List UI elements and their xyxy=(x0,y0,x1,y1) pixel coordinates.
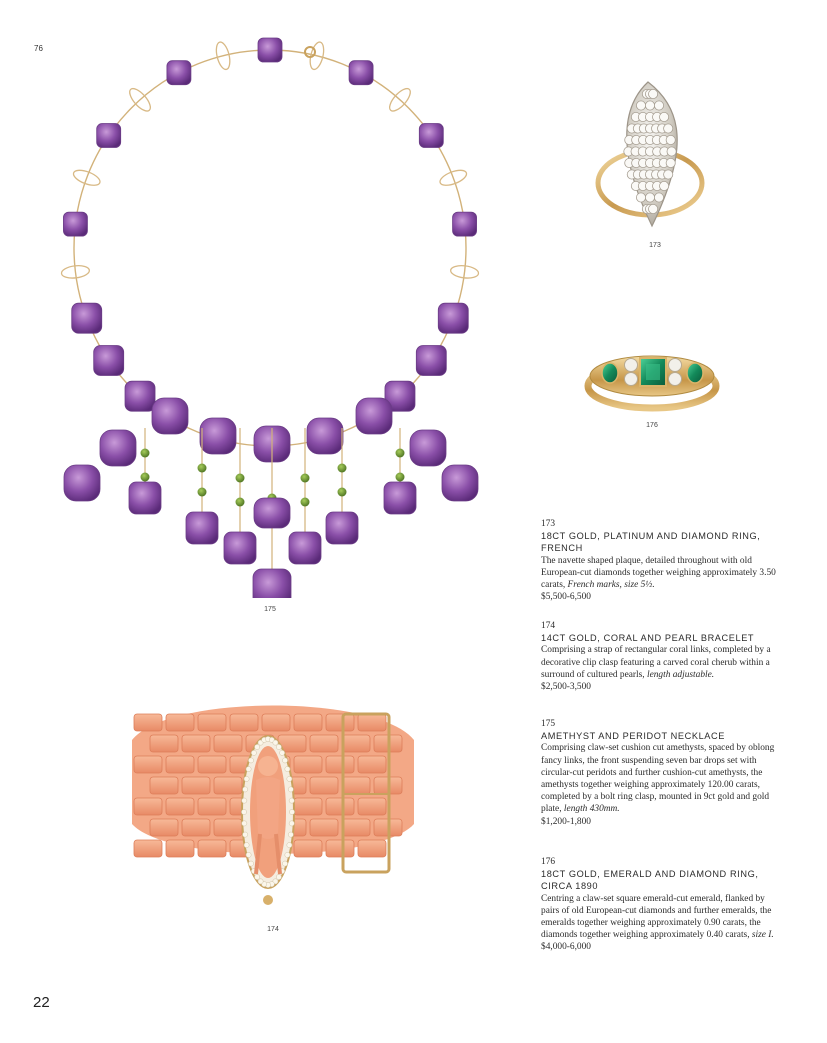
lot-estimate: $2,500-3,500 xyxy=(541,682,591,693)
amethyst-stone xyxy=(289,532,321,564)
coral-link xyxy=(134,714,162,731)
peridot-stone xyxy=(198,488,207,497)
corner-number: 76 xyxy=(34,44,43,53)
coral-link xyxy=(358,798,386,815)
coral-link xyxy=(310,735,338,752)
lot-description: Comprising a strap of rectangular coral links, completed by a decorative clip clasp featuring a carved coral cherub within a surround of cultured pearls, xyxy=(541,645,771,680)
coral-link xyxy=(310,819,338,836)
lot-description-italic: length adjustable. xyxy=(646,669,715,680)
amethyst-stone xyxy=(349,61,373,85)
pearl xyxy=(287,843,292,848)
coral-link xyxy=(326,714,354,731)
pearl xyxy=(288,832,293,837)
coral-link xyxy=(198,714,226,731)
pearl xyxy=(248,758,253,763)
coral-pearl-bracelet-illustration xyxy=(128,684,418,924)
pearl xyxy=(255,744,260,749)
coral-link xyxy=(166,840,194,857)
diamond-stone xyxy=(666,158,675,167)
peridot-stone xyxy=(236,474,245,483)
coral-link xyxy=(294,840,322,857)
pearl xyxy=(289,798,294,803)
pearl xyxy=(285,852,290,857)
pearl xyxy=(246,767,251,772)
coral-link xyxy=(230,714,258,731)
lot-173 xyxy=(541,518,781,603)
coral-link xyxy=(134,840,162,857)
pearl xyxy=(244,843,249,848)
amethyst-stone xyxy=(419,124,443,148)
coral-link xyxy=(214,735,242,752)
coral-link xyxy=(214,777,242,794)
pearl xyxy=(248,861,253,866)
lot-title: 14CT GOLD, CORAL AND PEARL BRACELET xyxy=(541,633,755,644)
amethyst-stone xyxy=(97,124,121,148)
lot-title: AMETHYST AND PERIDOT NECKLACE xyxy=(541,731,726,742)
pearl xyxy=(243,787,248,792)
amethyst-stone xyxy=(152,398,188,434)
amethyst-stone xyxy=(253,569,291,598)
lot-number: 173 xyxy=(541,519,556,529)
pearl xyxy=(244,776,249,781)
peridot-stone xyxy=(301,474,310,483)
amethyst-stone xyxy=(453,212,477,236)
lot-description: Centring a claw-set square emerald-cut emerald, flanked by pairs of old European-cut diamonds and further emeralds, the emeralds together weighing approximately 0.90 carats, the diamonds together weighing approximately 0.40 carats, xyxy=(541,893,772,941)
peridot-stone xyxy=(338,464,347,473)
coral-link xyxy=(166,756,194,773)
coral-link xyxy=(294,756,322,773)
diamond-stone xyxy=(645,101,654,110)
amethyst-stone xyxy=(384,482,416,514)
amethyst-stone xyxy=(64,465,100,501)
coral-link xyxy=(358,714,386,731)
coral-link xyxy=(166,798,194,815)
diamond-stone xyxy=(667,147,676,156)
pearl xyxy=(251,750,256,755)
lot-title: 18CT GOLD, PLATINUM AND DIAMOND RING, FRENCH xyxy=(541,531,761,554)
pearl xyxy=(287,776,292,781)
amethyst-stone xyxy=(258,38,282,62)
pearl xyxy=(273,740,278,745)
amethyst-stone xyxy=(94,345,124,375)
coral-link xyxy=(342,777,370,794)
marquise-diamond-ring-illustration xyxy=(590,78,720,238)
coral-link xyxy=(150,819,178,836)
coral-link xyxy=(166,714,194,731)
coral-link xyxy=(342,819,370,836)
coral-bracelet-image xyxy=(128,684,418,924)
lot-number: 174 xyxy=(541,621,556,631)
amethyst-stone xyxy=(307,418,343,454)
coral-link xyxy=(150,777,178,794)
necklace-image xyxy=(40,28,510,598)
lot-number: 176 xyxy=(541,857,556,867)
peridot-stone xyxy=(198,464,207,473)
amethyst-necklace-illustration xyxy=(40,28,510,598)
pearl xyxy=(241,809,246,814)
diamond-stone xyxy=(666,135,675,144)
lot-title: 18CT GOLD, EMERALD AND DIAMOND RING, CIRCA 1890 xyxy=(541,869,759,892)
coral-link xyxy=(150,735,178,752)
lot-description-italic: length 430mm. xyxy=(563,804,620,815)
marquise-ring-caption: 173 xyxy=(649,242,661,249)
lot-175 xyxy=(541,718,781,828)
diamond-stone xyxy=(660,112,669,121)
amethyst-stone xyxy=(410,430,446,466)
lot-description-italic: French marks, size 5½. xyxy=(567,580,655,591)
diamond-stone xyxy=(645,193,654,202)
lot-description-italic: size I. xyxy=(751,930,774,941)
peridot-stone xyxy=(396,473,405,482)
coral-link xyxy=(214,819,242,836)
amethyst-stone xyxy=(186,512,218,544)
lot-description: Comprising claw-set cushion cut amethysts, spaced by oblong fancy links, the front suspending seven bar drops set with circular-cut peridots and further cushion-cut amethysts, the amethysts together weighing approximately 120.00 carats, completed by a bolt ring clasp, mounted in 9ct gold and gold plate, xyxy=(541,743,775,815)
pearl xyxy=(289,821,294,826)
pearl xyxy=(282,861,287,866)
coral-link xyxy=(134,756,162,773)
diamond-stone xyxy=(636,193,645,202)
lot-estimate: $5,500-6,500 xyxy=(541,592,591,603)
pearl xyxy=(282,758,287,763)
peridot-stone xyxy=(301,498,310,507)
amethyst-stone xyxy=(72,303,102,333)
diamond-stone xyxy=(664,170,673,179)
coral-link xyxy=(182,819,210,836)
amethyst-stone xyxy=(63,212,87,236)
bracelet-caption: 174 xyxy=(267,926,279,933)
amethyst-stone xyxy=(416,345,446,375)
diamond-stone xyxy=(649,89,658,98)
pearl xyxy=(243,832,248,837)
amethyst-stone xyxy=(125,381,155,411)
emerald-diamond-ring-illustration xyxy=(582,340,722,420)
pearl xyxy=(255,874,260,879)
lot-description: The navette shaped plaque, detailed throughout with old European-cut diamonds together weighing approximately 3.50 carats, xyxy=(541,555,776,591)
amethyst-stone xyxy=(200,418,236,454)
coral-link xyxy=(198,798,226,815)
coral-link xyxy=(358,840,386,857)
amethyst-stone xyxy=(438,303,468,333)
amethyst-stone xyxy=(224,532,256,564)
diamond-stone xyxy=(649,204,658,213)
pearl xyxy=(288,787,293,792)
pearl xyxy=(289,809,294,814)
coral-link xyxy=(342,735,370,752)
coral-link xyxy=(358,756,386,773)
coral-link xyxy=(182,777,210,794)
pearl xyxy=(258,879,263,884)
diamond-stone xyxy=(654,193,663,202)
lot-176 xyxy=(541,856,781,954)
amethyst-stone xyxy=(100,430,136,466)
peridot-stone xyxy=(141,449,150,458)
coral-link xyxy=(198,756,226,773)
coral-link xyxy=(294,798,322,815)
amethyst-stone xyxy=(326,512,358,544)
peridot-stone xyxy=(236,498,245,507)
peridot-stone xyxy=(338,488,347,497)
coral-link xyxy=(326,798,354,815)
lot-estimate: $1,200-1,800 xyxy=(541,816,591,827)
pearl xyxy=(276,874,281,879)
pearl xyxy=(276,744,281,749)
coral-link xyxy=(262,714,290,731)
clasp xyxy=(305,47,315,57)
marquise-ring-image xyxy=(590,78,720,238)
emerald-ring-image xyxy=(582,340,722,420)
coral-link xyxy=(326,840,354,857)
pearl xyxy=(246,852,251,857)
peridot-stone xyxy=(141,473,150,482)
page-number: 22 xyxy=(33,994,50,1011)
coral-link xyxy=(198,840,226,857)
necklace-caption: 175 xyxy=(264,606,276,613)
lot-174 xyxy=(541,620,781,693)
coral-link xyxy=(326,756,354,773)
diamond-stone xyxy=(664,124,673,133)
emerald-ring-caption: 176 xyxy=(646,422,658,429)
amethyst-stone xyxy=(254,498,290,528)
amethyst-stone xyxy=(442,465,478,501)
pearl xyxy=(285,767,290,772)
amethyst-stone xyxy=(129,482,161,514)
diamond-stone xyxy=(660,181,669,190)
coral-link xyxy=(134,798,162,815)
diamond-stone xyxy=(654,101,663,110)
amethyst-stone xyxy=(356,398,392,434)
amethyst-stone xyxy=(167,61,191,85)
coral-link xyxy=(310,777,338,794)
peridot-stone xyxy=(396,449,405,458)
lot-number: 175 xyxy=(541,719,556,729)
coral-link xyxy=(294,714,322,731)
diamond-stone xyxy=(636,101,645,110)
lot-estimate: $4,000-6,000 xyxy=(541,942,591,953)
coral-link xyxy=(182,735,210,752)
pearl xyxy=(280,750,285,755)
pearl xyxy=(242,798,247,803)
pearl xyxy=(242,821,247,826)
